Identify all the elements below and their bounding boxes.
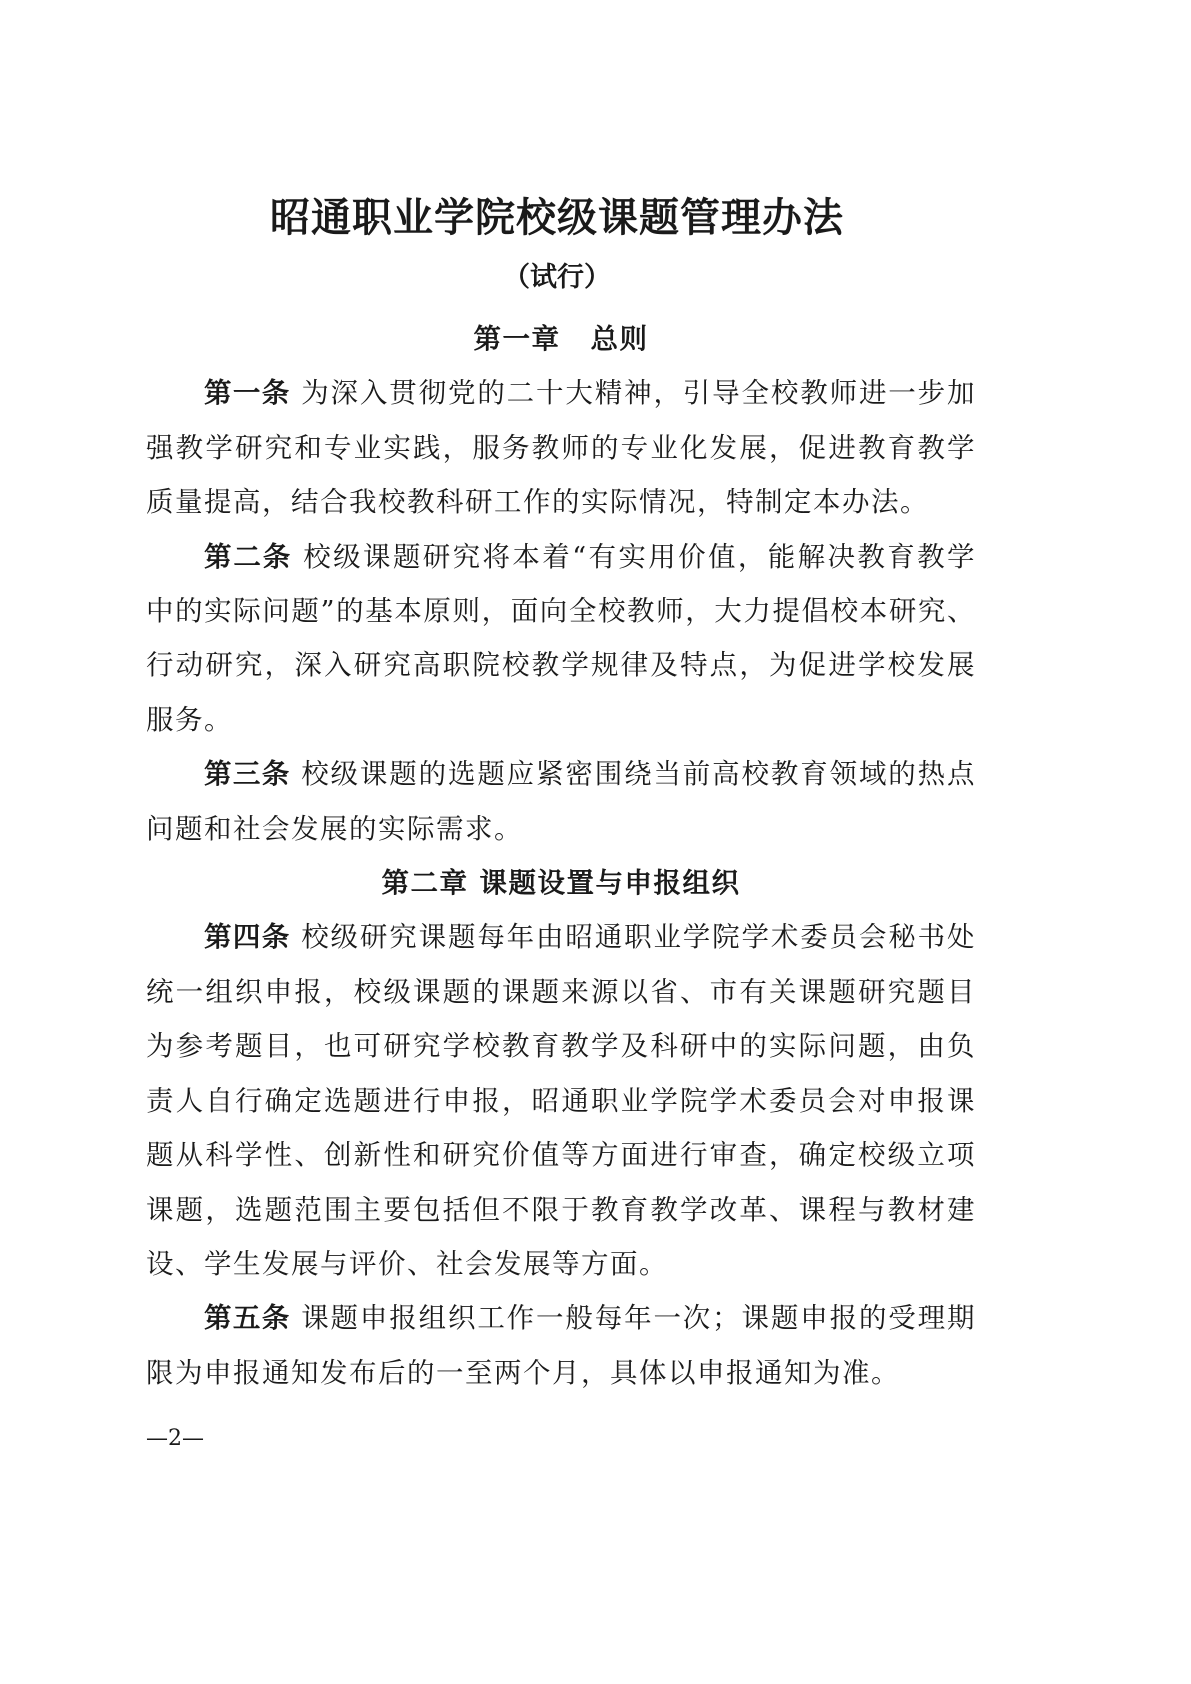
article-text: 校级课题的选题应紧密围绕当前高校教育领域的热点问题和社会发展的实际需求。 [146,758,977,845]
chapter-number: 第一章 [473,323,561,355]
article-paragraph [146,366,976,529]
article-label: 第三条 [204,758,291,791]
article-paragraph [146,910,976,1291]
chapter-number: 第二章 [381,867,469,900]
article-text: 课题申报组织工作一般每年一次；课题申报的受理期限为申报通知发布后的一至两个月，具体以申报通知为准。 [146,1302,977,1389]
article-paragraph [146,747,976,856]
article-text: 校级研究课题每年由昭通职业学院学术委员会秘书处统一组织申报，校级课题的课题来源以省、市有关课题研究题目为参考题目，也可研究学校教育教学及科研中的实际问题，由负责人自行确定选题进行申报，昭通职业学院学术委员会对申报课题从科学性、创新性和研究价值等方面进行审查，确定校级立项课题，选题范围主要包括但不限于教育教学改革、课程与教材建设、学生发展与评价、社会发展等方面。 [146,921,977,1280]
article-paragraph [146,1291,976,1400]
article-text: 校级课题研究将本着“有实用价值，能解决教育教学中的实际问题”的基本原则，面向全校教师，大力提倡校本研究、行动研究，深入研究高职院校教学规律及特点，为促进学校发展服务。 [146,540,977,736]
article-label: 第二条 [204,540,293,573]
document-title: 昭通职业学院校级课题管理办法 [270,194,844,241]
chapter-heading [146,312,976,366]
document-body [146,312,976,1400]
chapter-heading [146,856,976,910]
document-subtitle: （试行） [503,262,611,293]
article-text: 为深入贯彻党的二十大精神，引导全校教师进一步加强教学研究和专业实践，服务教师的专业化发展，促进教育教学质量提高，结合我校教科研工作的实际情况，特制定本办法。 [146,377,977,519]
article-label: 第五条 [204,1302,291,1335]
article-label: 第一条 [204,377,291,410]
chapter-title: 课题设置与申报组织 [479,867,741,900]
article-label: 第四条 [204,921,291,954]
page-number: —2— [146,1426,204,1451]
article-paragraph [146,530,976,748]
chapter-title: 总则 [590,323,649,355]
